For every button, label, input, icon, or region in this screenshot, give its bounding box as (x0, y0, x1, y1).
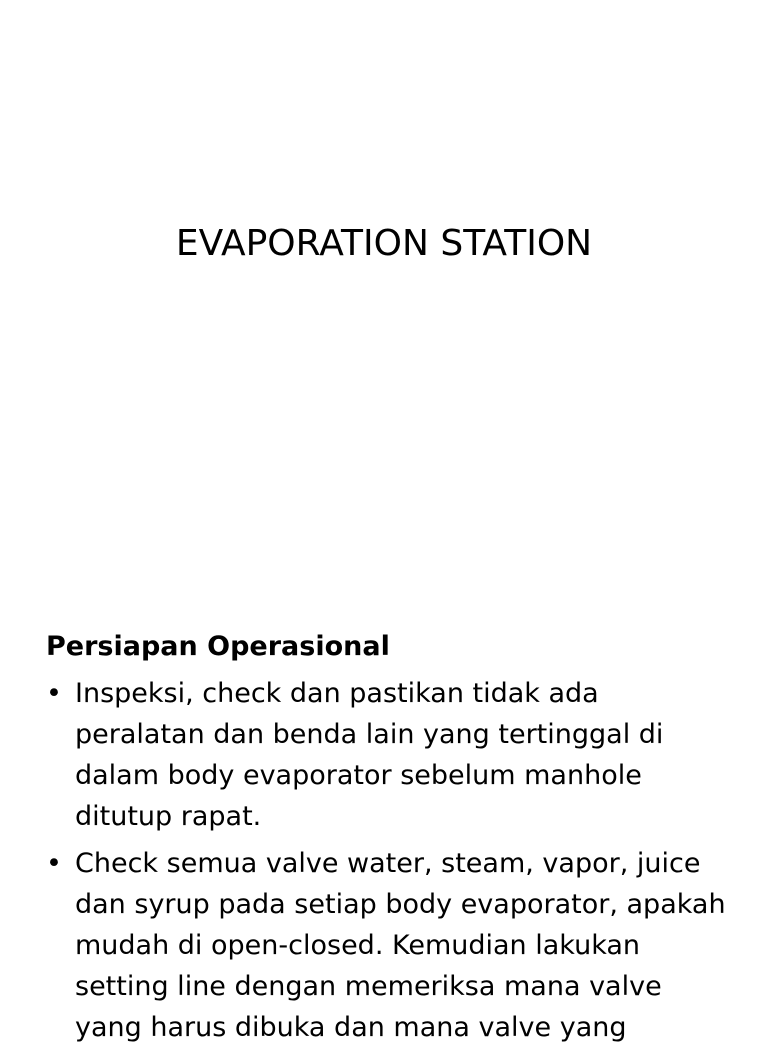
bullet-dot-icon: • (46, 678, 62, 709)
slide-title: EVAPORATION STATION (175, 223, 593, 264)
bullet-item (46, 673, 726, 837)
bullet-text: Inspeksi, check dan pastikan tidak ada peralatan dan benda lain yang tertinggal di dalam body evaporator sebelum manhole ditutup rapat. (75, 678, 664, 832)
bullet-dot-icon: • (46, 848, 62, 879)
bullet-list (46, 673, 726, 1048)
section-heading: Persiapan Operasional (46, 631, 390, 662)
slide-content (46, 626, 726, 1048)
bullet-text: Check semua valve water, steam, vapor, juice dan syrup pada setiap body evaporator, apakah mudah di open-closed. Kemudian lakukan setting line dengan memeriksa mana valve yang harus dibuka dan mana valve yang (75, 848, 726, 1043)
bullet-item (46, 843, 726, 1048)
